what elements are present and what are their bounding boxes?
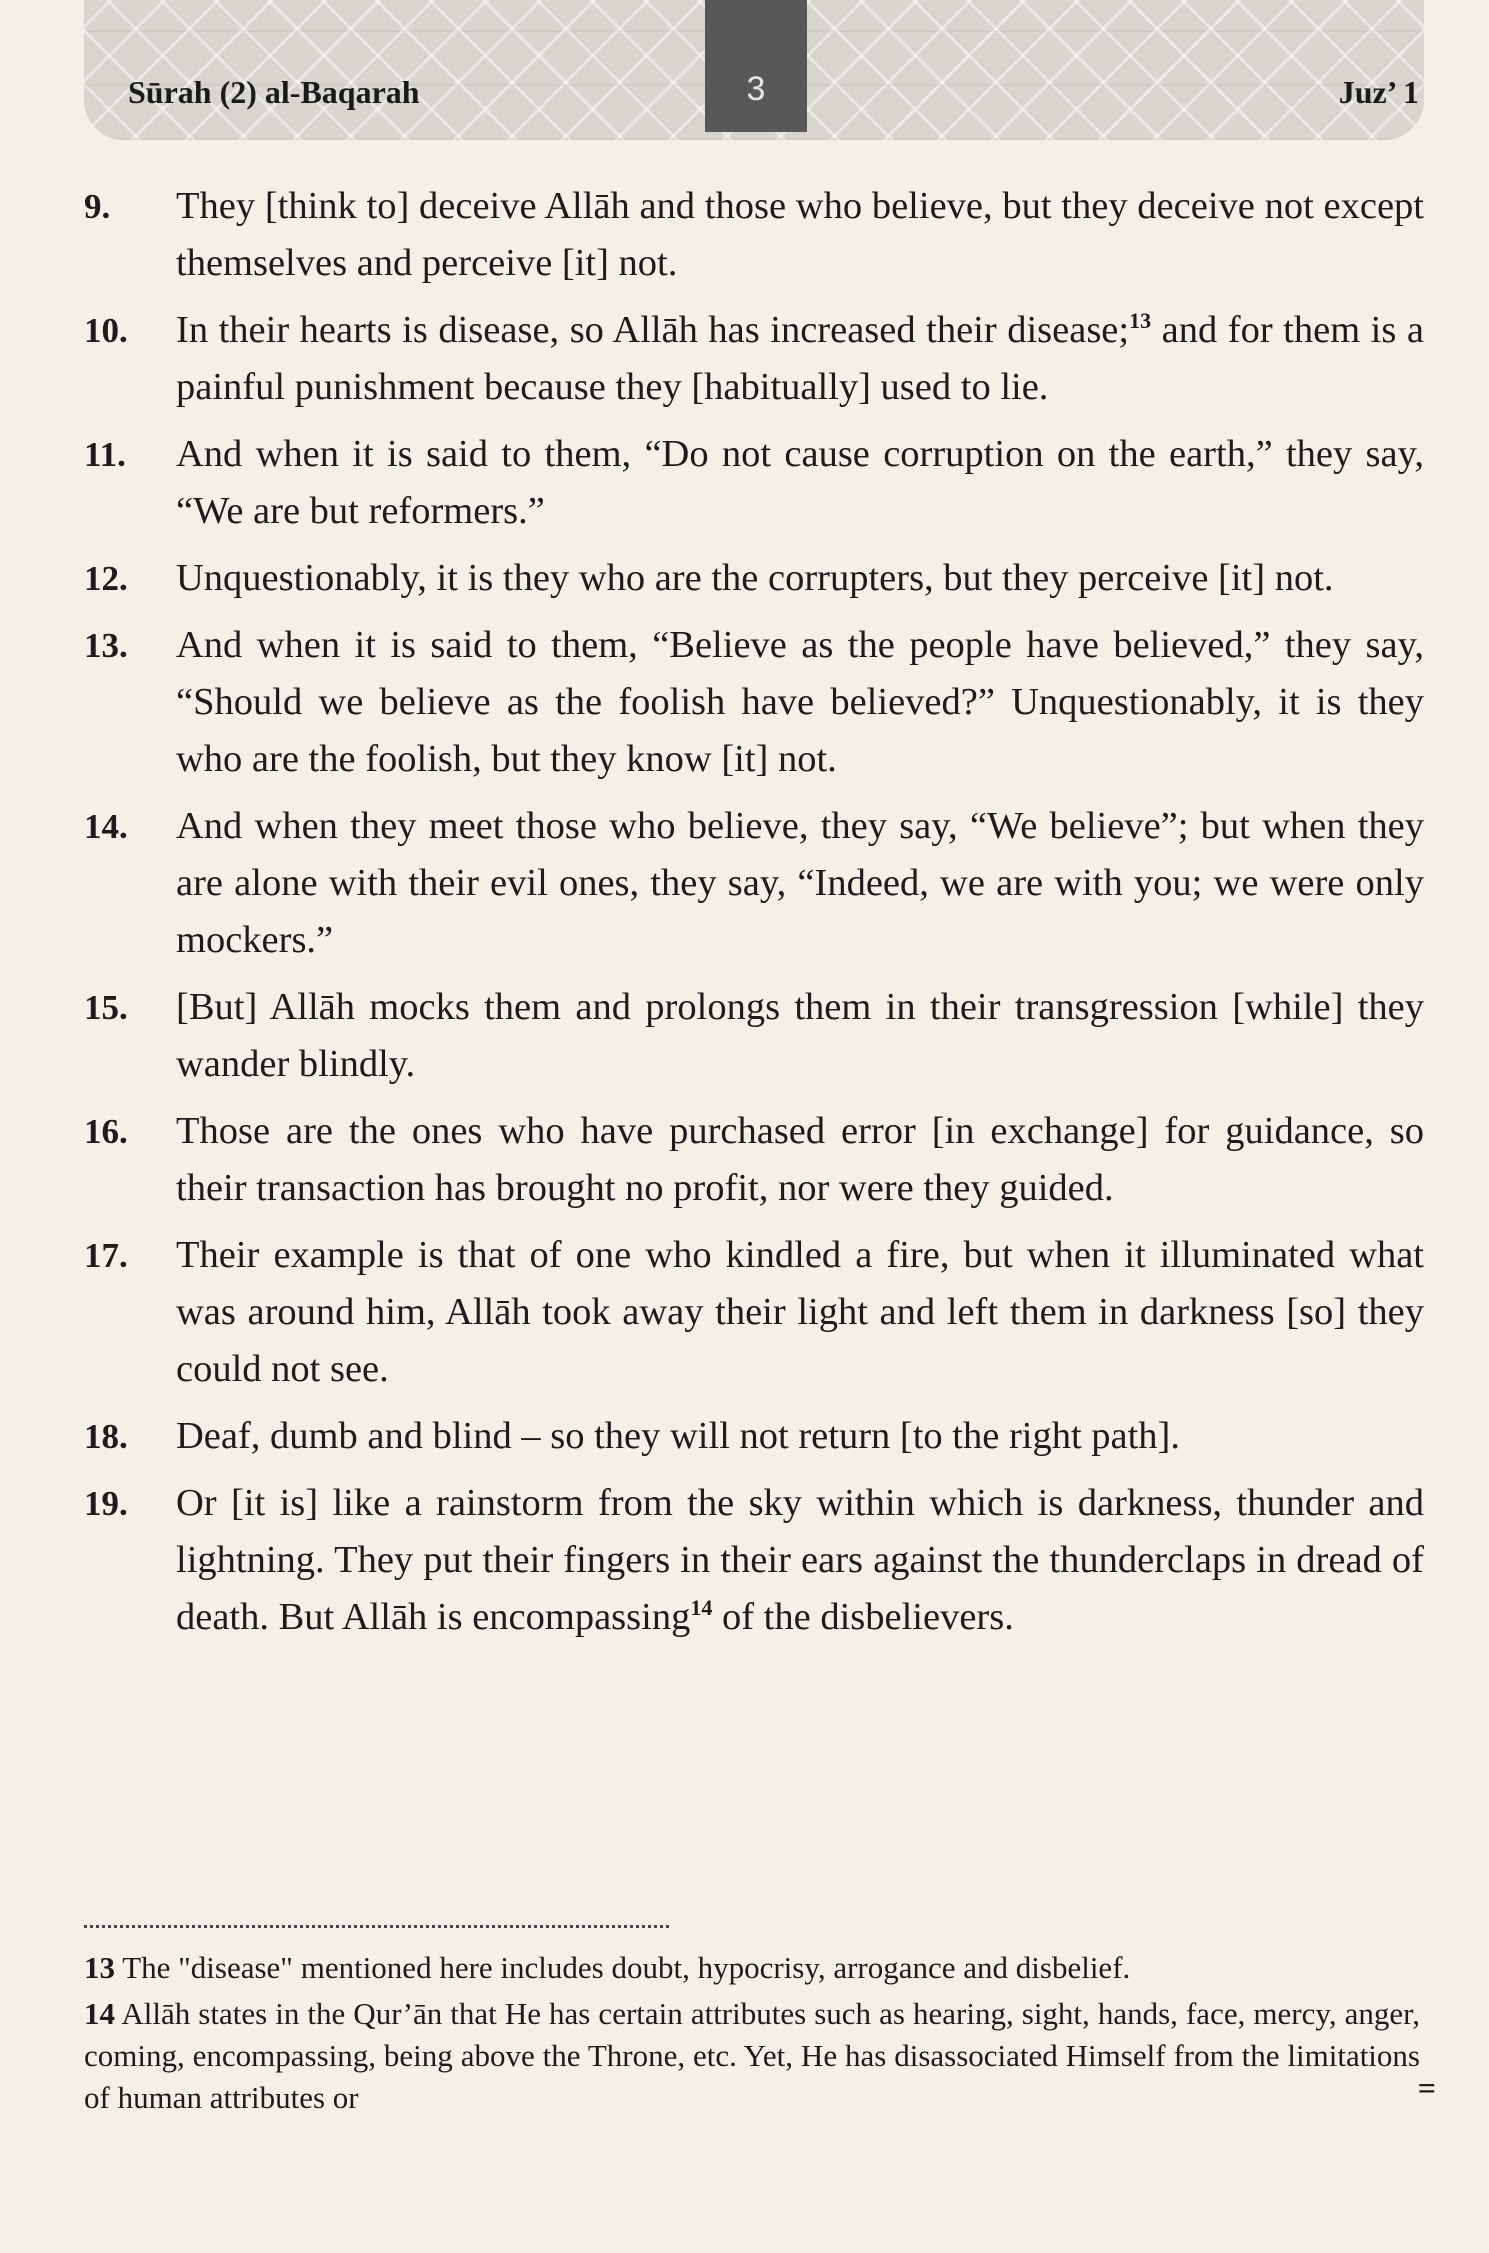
verse-text-part: Or [it is] like a rainstorm from the sky within which is darkness, thunder and lightning. They put their fingers in their ears against the thunderclaps in dread of death. But Allāh is encompassing bbox=[176, 1482, 1424, 1638]
verse-text: [But] Allāh mocks them and prolongs them in their transgression [while] they wander blindly. bbox=[176, 986, 1424, 1085]
verse-number: 17. bbox=[84, 1236, 128, 1275]
verse-12 bbox=[84, 550, 1424, 607]
verse-number: 12. bbox=[84, 559, 128, 598]
footnote-text: Allāh states in the Qur’ān that He has certain attributes such as hearing, sight, hands, face, mercy, anger, coming, encompassing, being above the Throne, etc. Yet, He has disassociated Himself from the limitations of human attributes or bbox=[84, 1996, 1420, 2115]
verse-15 bbox=[84, 979, 1424, 1093]
page-number-box bbox=[705, 0, 807, 132]
verse-number: 15. bbox=[84, 988, 128, 1027]
verse-number: 11. bbox=[84, 435, 126, 474]
continuation-mark: = bbox=[1417, 2070, 1436, 2106]
verse-number: 16. bbox=[84, 1112, 128, 1151]
page-number: 3 bbox=[746, 70, 766, 108]
verse-text: And when it is said to them, “Believe as the people have believed,” they say, “Should we believe as the foolish have believed?” Unquestionably, it is they who are the foolish, but they know [it] not. bbox=[176, 624, 1424, 780]
footnote-14 bbox=[84, 1993, 1436, 2119]
footnote-ref-14[interactable]: 14 bbox=[690, 1595, 713, 1621]
juz-title: Juz’ 1 bbox=[1338, 74, 1419, 110]
verse-text: Those are the ones who have purchased error [in exchange] for guidance, so their transaction has brought no profit, nor were they guided. bbox=[176, 1110, 1424, 1209]
footnote-text: The "disease" mentioned here includes doubt, hypocrisy, arrogance and disbelief. bbox=[115, 1950, 1131, 1985]
verse-text-part: and for them is a painful punishment because they [habitually] used to lie. bbox=[176, 309, 1424, 408]
verse-17 bbox=[84, 1227, 1424, 1398]
verse-text: Deaf, dumb and blind – so they will not return [to the right path]. bbox=[176, 1415, 1181, 1457]
footnote-13 bbox=[84, 1947, 1420, 1989]
surah-title: Sūrah (2) al-Baqarah bbox=[128, 74, 420, 110]
footnote-ref-13[interactable]: 13 bbox=[1129, 308, 1152, 334]
verse-number: 18. bbox=[84, 1417, 128, 1456]
verse-text bbox=[176, 1482, 1424, 1638]
verse-9 bbox=[84, 178, 1424, 292]
footnote-number: 13 bbox=[84, 1950, 115, 1985]
footnote-number: 14 bbox=[84, 1996, 115, 2031]
verse-19 bbox=[84, 1475, 1424, 1646]
verse-number: 19. bbox=[84, 1484, 128, 1523]
verse-number: 10. bbox=[84, 311, 128, 350]
verse-number: 14. bbox=[84, 807, 128, 846]
verse-text: They [think to] deceive Allāh and those who believe, but they deceive not except themselves and perceive [it] not. bbox=[176, 185, 1424, 284]
verse-10 bbox=[84, 302, 1424, 416]
verse-16 bbox=[84, 1103, 1424, 1217]
verse-text: Unquestionably, it is they who are the corrupters, but they perceive [it] not. bbox=[176, 557, 1334, 599]
verse-18 bbox=[84, 1408, 1424, 1465]
verse-text bbox=[176, 309, 1424, 408]
verse-number: 13. bbox=[84, 626, 128, 665]
verse-number: 9. bbox=[84, 187, 111, 226]
verse-text: And when it is said to them, “Do not cause corruption on the earth,” they say, “We are but reformers.” bbox=[176, 433, 1424, 532]
verse-text: And when they meet those who believe, they say, “We believe”; but when they are alone with their evil ones, they say, “Indeed, we are with you; we were only mockers.” bbox=[176, 805, 1424, 961]
footnotes bbox=[84, 1947, 1436, 2123]
verse-13 bbox=[84, 617, 1424, 788]
verse-14 bbox=[84, 798, 1424, 969]
footnote-divider bbox=[84, 1925, 669, 1928]
verse-text-part: of the disbelievers. bbox=[712, 1596, 1014, 1638]
verse-text: Their example is that of one who kindled a fire, but when it illuminated what was around him, Allāh took away their light and left them in darkness [so] they could not see. bbox=[176, 1234, 1424, 1390]
verse-text-part: In their hearts is disease, so Allāh has increased their disease; bbox=[176, 309, 1130, 351]
verse-11 bbox=[84, 426, 1424, 540]
verse-list bbox=[84, 178, 1424, 1656]
